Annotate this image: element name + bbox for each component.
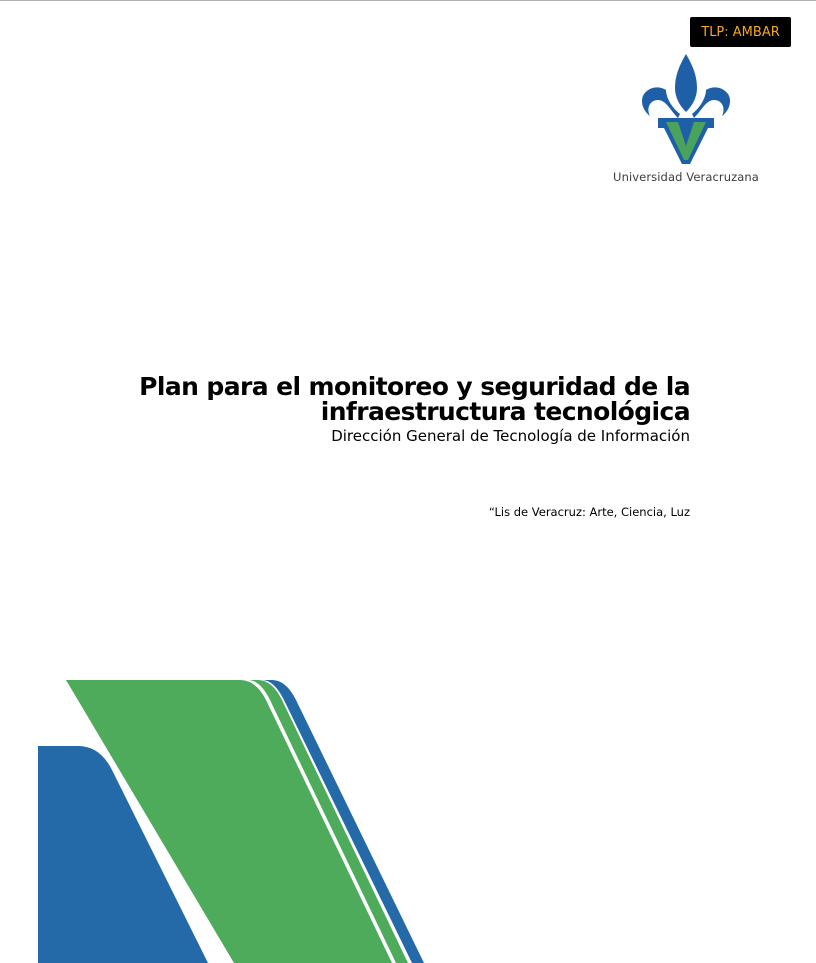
title-line-2: infraestructura tecnológica: [320, 397, 690, 426]
university-motto: “Lis de Veracruz: Arte, Ciencia, Luz: [488, 505, 690, 519]
page-top-border: [0, 0, 816, 1]
document-subtitle: Dirección General de Tecnología de Información: [331, 427, 690, 445]
title-line-1: Plan para el monitoreo y seguridad de la: [139, 372, 690, 401]
fleur-de-lis-icon: [642, 54, 730, 118]
logo-wordmark: Universidad Veracruzana: [613, 170, 759, 184]
decorative-stripes: [0, 660, 816, 963]
document-title: [130, 374, 690, 424]
university-logo-icon: [636, 52, 736, 166]
tlp-label: TLP: AMBAR: [701, 24, 780, 40]
tlp-classification-badge: [690, 17, 791, 47]
